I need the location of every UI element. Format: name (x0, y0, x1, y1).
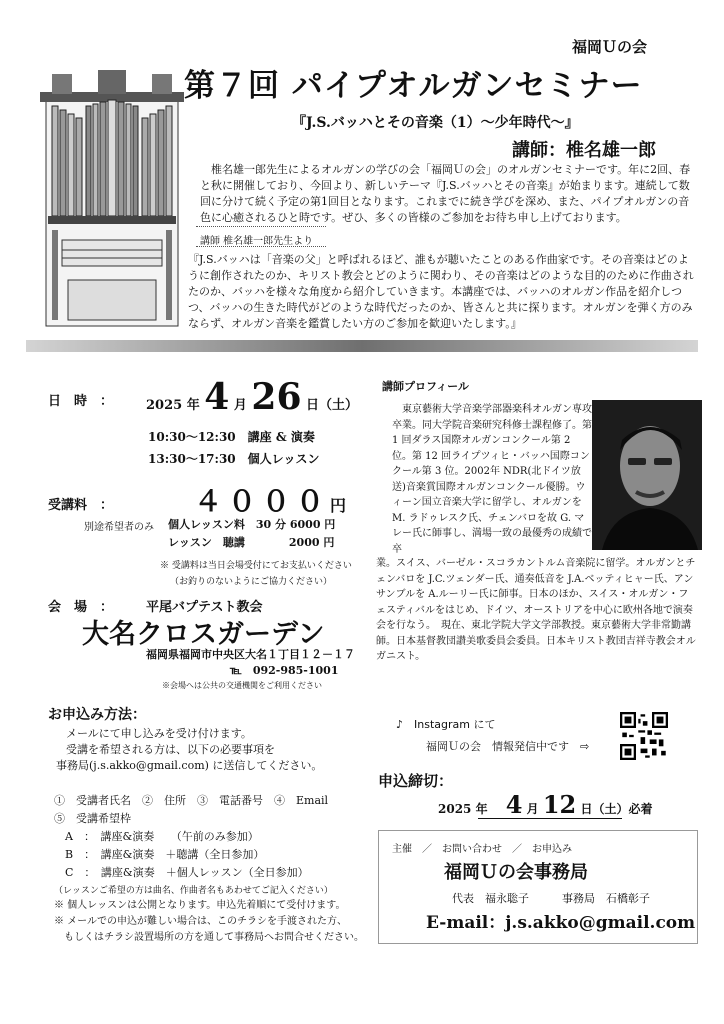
event-date (146, 376, 358, 418)
note-line: ※ 個人レッスンは公開となります。申込先着順にて受付けます。 (54, 900, 346, 911)
fee-optional-label: 別途希望者のみ (84, 522, 154, 533)
list-item: C ： 講座&演奏 ＋個人レッスン（全日参加） (54, 866, 309, 879)
date-label: 日 時 ： (48, 394, 114, 409)
fee-amount (194, 480, 346, 520)
deadline-day: 12 (542, 790, 577, 819)
qr-code-icon[interactable] (620, 712, 668, 760)
fee-lesson: 個人レッスン料 30 分 6000 円 (168, 518, 336, 531)
note-line: もしくはチラシ設置場所の方を通して事務局へお問合せください。 (54, 932, 364, 943)
apply-notes (54, 898, 364, 946)
fee-audit: レッスン 聴講 2000 円 (168, 536, 335, 549)
instagram-text: ♪ Instagram にて (396, 718, 496, 731)
apply-line: 事務局(j.s.akko@gmail.com) に送信してください。 (56, 759, 323, 772)
venue-phone: ℡ 092-985-1001 (230, 664, 339, 677)
fee-note: ※ 受講料は当日会場受付にてお支払いください (160, 561, 352, 571)
lecturer-portrait (592, 400, 702, 550)
event-day-unit: 日（土） (306, 398, 359, 413)
deadline-day-unit: 日（土）必着 (580, 802, 653, 816)
fee-value: ４０００ (194, 485, 331, 518)
event-year: 2025 年 (146, 398, 200, 413)
required-items (54, 792, 333, 900)
schedule-afternoon: 13:30～17:30 個人レッスン (148, 452, 320, 466)
list-item: ⑤ 受講希望枠 (54, 812, 131, 825)
apply-line: メールにて申し込みを受け付けます。 (66, 727, 252, 740)
event-day: 26 (251, 376, 302, 418)
deadline-date (438, 790, 652, 819)
organizer-name: 福岡Ｕの会 (572, 38, 648, 56)
contact-office: 福岡Ｕの会事務局 (444, 862, 588, 883)
profile-text: 東京藝術大学音楽学部器楽科オルガン専攻卒業。同大学院音楽研究科修士課程修了。第 1 回ダラス国際オルガンコンクール第 2 位。第 12 回ライプツィヒ・バッハ国際コンクール第 3 位。2002年 NDR(北ドイツ放送)音楽賞国際オルガンコンクール優勝。ウィーン国立音楽大学に留学し、オルガンを M. ラドゥレスク氏、チェンバロを故 G. マレー氏に師事し、満場一致の最優秀の成績で卒 (392, 404, 592, 555)
venue-label: 会 場 ： (48, 600, 114, 615)
note-line: ※ メールでの申込が難しい場合は、このチラシを手渡された方、 (54, 916, 347, 927)
pipe-organ-illustration (38, 70, 186, 328)
list-item: A ： 講座&演奏 （午前のみ参加） (54, 830, 259, 843)
contact-title: 主催 ／ お問い合わせ ／ お申込み (392, 844, 572, 855)
venue-church: 平尾バプテスト教会 (146, 600, 263, 615)
fee-unit: 円 (330, 496, 347, 515)
fee-note: （お釣りのないようにご協力ください） (170, 577, 333, 587)
section-bar (26, 340, 698, 352)
deadline-heading: 申込締切： (378, 772, 454, 790)
event-month-unit: 月 (233, 398, 247, 413)
event-month: 4 (204, 376, 230, 418)
lecturer-quote: 『J.S.バッハは「音楽の父」と呼ばれるほど、誰もが聴いたことのある作曲家です。その音楽はどのように創作されたのか、キリスト教会とどのように関わり、その音楽はどのような目的のために作曲されたのか、バッハを様々な角度から紹介していきます。本講座では、バッハのオルガン作品を紹介しつつ、バッハの生きた時代がどのような時代だったのか、皆さんと共に探ります。オルガンを弾く方のみならず、オルガン音楽を鑑賞したい方のご参加を歓迎いたします。』 (188, 253, 694, 330)
schedule-morning: 10:30～12:30 講座 & 演奏 (148, 430, 315, 444)
deadline-year: 2025 年 (438, 802, 488, 816)
deadline-month-unit: 月 (526, 802, 539, 816)
deadline-month: 4 (505, 790, 523, 819)
lecturer-heading: 講師：椎名雄一郎 (512, 140, 656, 161)
intro-text: 椎名雄一郎先生によるオルガンの学びの会「福岡Ｕの会」のオルガンセミナーです。年に2回、春と秋に開催しており、今回より、新しいテーマ『J.S.バッハとその音楽』が始まります。連続して数回に分けて続く予定の第1回目となります。これまでに続き学びを深め、また、パイプオルガンの音色に心癒されるひと時です。ぜひ、多くの皆様のご参加をお待ち申し上げております。 (200, 163, 691, 224)
page-subtitle: 『J.S.バッハとその音楽（1）～少年時代～』 (292, 115, 579, 131)
divider (196, 246, 326, 247)
divider (478, 818, 622, 819)
page-title: 第７回 パイプオルガンセミナー (184, 68, 643, 104)
divider (196, 226, 326, 227)
list-item: B ： 講座&演奏 ＋聴講（全日参加） (54, 848, 265, 861)
profile-heading: 講師プロフィール (382, 380, 469, 393)
apply-instructions (56, 726, 322, 774)
contact-people: 代表 福永聡子 事務局 石橋彰子 (452, 892, 650, 905)
apply-heading: お申込み方法： (48, 707, 146, 723)
venue-address: 福岡県福岡市中央区大名１丁目１２－１７ (146, 648, 355, 661)
contact-email[interactable]: E-mail：j.s.akko@gmail.com (426, 913, 696, 933)
apply-line: 受講を希望される方は、以下の必要事項を (66, 743, 275, 756)
instagram-text: 福岡Ｕの会 情報発信中です ⇨ (426, 740, 590, 753)
list-item: ① 受講者氏名 ② 住所 ③ 電話番号 ④ Email (54, 794, 329, 807)
fee-label: 受講料 ： (48, 498, 114, 513)
venue-building: 大名クロスガーデン (82, 619, 325, 650)
profile-text-continued: 業。スイス、バーゼル・スコラカントルム音楽院に留学。オルガンとチェンバロを J.C.ツェンダー氏、通奏低音を J.A.ベッティヒャー氏、アンサンブルを A.ルーリー氏に師事。日本のほか、スイス・オルガン・フェスティバルをはじめ、ドイツ、オーストリアを中心に欧州各地で演奏会を行なう。 現在、東北学院大学文学部教授。東京藝術大学非常勤講師。日本基督教団讃美歌委員会委員。日本キリスト教団吉祥寺教会オルガニスト。 (376, 558, 696, 662)
quote-caption: 講師 椎名雄一郎先生より (200, 236, 314, 247)
list-item: （レッスンご希望の方は曲名、作曲者名もあわせてご記入ください） (54, 886, 333, 896)
venue-note: ※会場へは公共の交通機関をご利用ください (162, 681, 322, 690)
